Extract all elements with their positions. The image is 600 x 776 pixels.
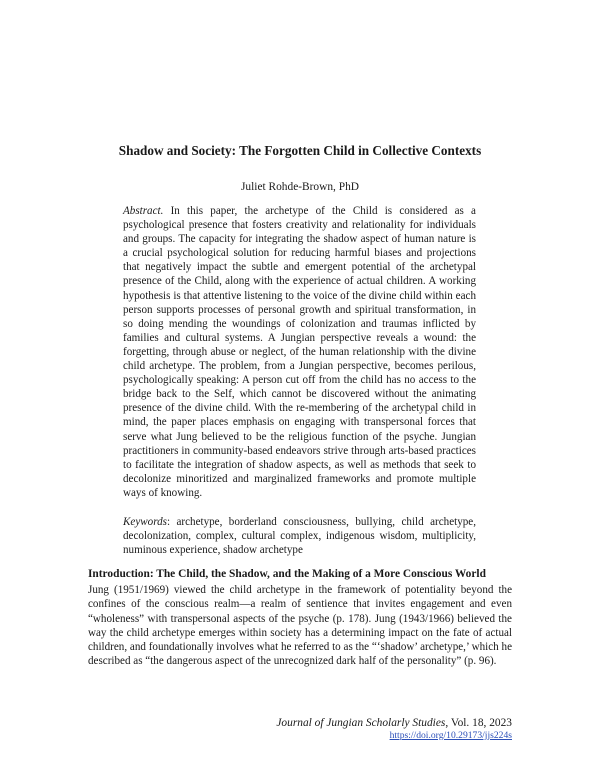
abstract-text: In this paper, the archetype of the Child is considered as a psychological presence that fosters creativity and relationality for individuals and groups. The capacity for integrating the shadow aspect of human nature is a crucial psychological solution for reducing harmful biases and projections that negatively impact the subtle and emergent potential of the archetypal presence of the Child, along with the experience of actual children. A working hypothesis is that attentive listening to the voice of the divine child within each person supports processes of personal growth and spiritual transformation, in so doing mending the woundings of colonization and traumas inflicted by families and cultural systems. A Jungian perspective reveals a wound: the forgetting, through abuse or neglect, of the human relationship with the divine child archetype. The problem, from a Jungian perspective, becomes perilous, psychologically speaking: A person cut off from the child has no access to the bridge back to the Self, which cannot be discovered without the animating presence of the divine child. With the re-membering of the archetypal child in mind, the paper places emphasis on engaging with transpersonal forces that serve what Jung believed to be the religious function of the psyche. Jungian practitioners in community-based endeavors strive through arts-based practices to facilitate the integration of shadow aspects, as well as methods that seek to decolonize minoritized and marginalized frameworks and promote multiple ways of knowing. xyxy=(123,205,476,499)
article-title: Shadow and Society: The Forgotten Child in Collective Contexts xyxy=(118,143,482,158)
abstract-label: Abstract. xyxy=(123,205,164,217)
keywords-label: Keywords xyxy=(123,516,167,528)
journal-name: Journal of Jungian Scholarly Studies xyxy=(276,717,446,729)
journal-citation xyxy=(276,716,512,730)
introduction-paragraph: Jung (1951/1969) viewed the child archetype in the framework of potentiality beyond the confines of the conscious realm—a realm of sentience that invites engagement and even “wholeness” with transpersonal aspects of the psyche (p. 178). Jung (1943/1966) believed the way the child archetype emerges within society has a determining impact on the fate of actual children, and foundationally involves what he referred to as the “‘shadow’ archetype,’ which he described as “the dangerous aspect of the unrecognized dark half of the personality” (p. 96). xyxy=(88,584,512,668)
abstract-block xyxy=(123,204,476,500)
doi-link[interactable]: https://doi.org/10.29173/jjs224s xyxy=(389,730,512,741)
keywords-block xyxy=(123,515,476,557)
introduction-heading: Introduction: The Child, the Shadow, and the Making of a More Conscious World xyxy=(88,568,486,580)
author-name: Juliet Rohde-Brown, PhD xyxy=(240,181,360,193)
keywords-text: : archetype, borderland consciousness, bullying, child archetype, decolonization, complex, cultural complex, indigenous wisdom, multiplicity, numinous experience, shadow archetype xyxy=(123,516,476,557)
journal-volume: , Vol. 18, 2023 xyxy=(445,717,512,729)
